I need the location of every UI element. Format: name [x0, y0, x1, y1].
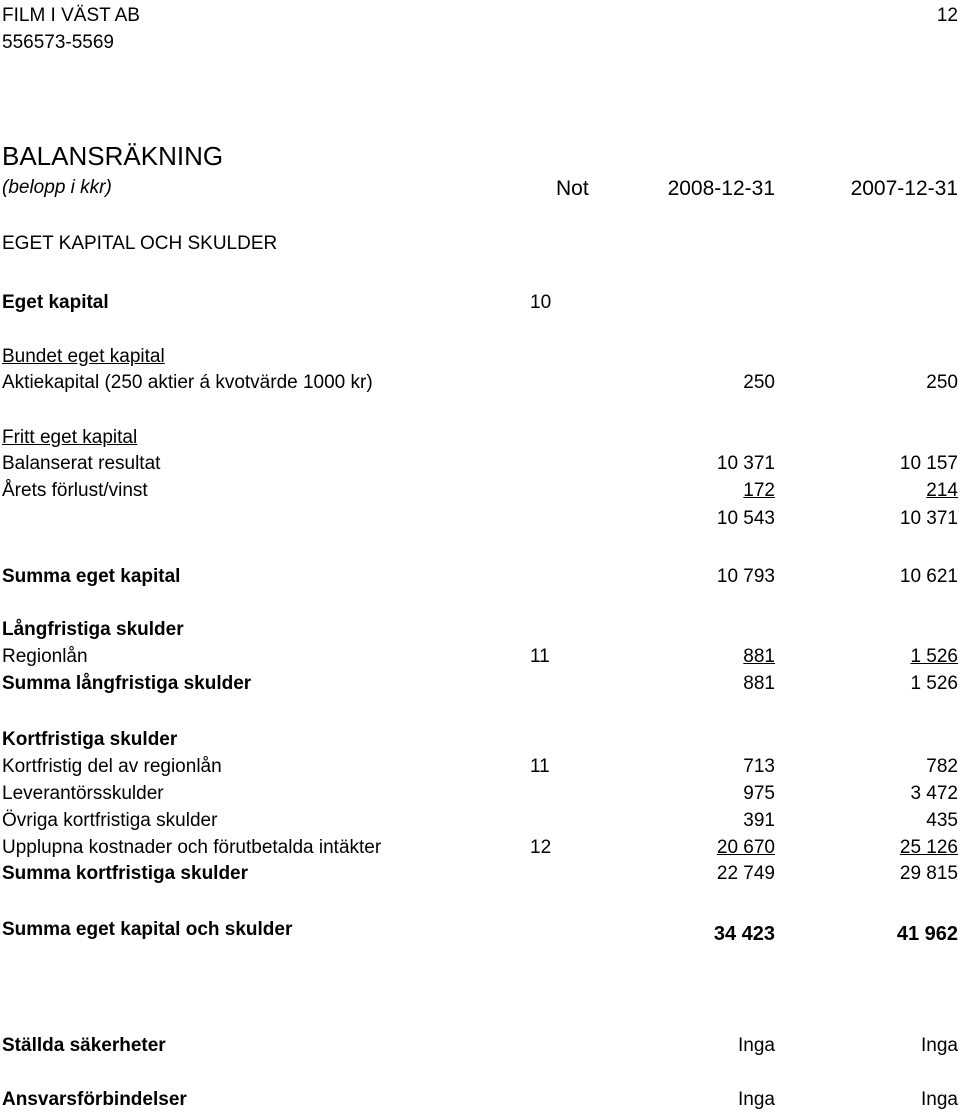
column-header-note: Not [556, 177, 589, 200]
unrestricted-subtotal-previous: 10 371 [899, 508, 958, 529]
column-header-previous: 2007-12-31 [850, 177, 958, 200]
short-term-row-previous: 3 472 [910, 783, 958, 804]
unrestricted-equity-heading: Fritt eget kapital [2, 427, 138, 448]
pledged-assets-label: Ställda säkerheter [2, 1035, 166, 1056]
long-term-total-current: 881 [743, 673, 775, 694]
equity-heading: Eget kapital [2, 292, 109, 313]
short-term-row-current: 20 670 [716, 837, 775, 858]
unrestricted-subtotal-current: 10 543 [716, 508, 775, 529]
regional-loan-previous: 1 526 [910, 646, 958, 667]
page-number: 12 [936, 5, 958, 26]
short-term-row-current: 975 [743, 783, 775, 804]
pledged-assets-current: Inga [738, 1035, 775, 1056]
retained-earnings-label: Balanserat resultat [2, 453, 161, 474]
year-result-current: 172 [743, 480, 775, 501]
retained-earnings-current: 10 371 [716, 453, 775, 474]
short-term-row-label: Övriga kortfristiga skulder [2, 810, 218, 831]
org-number: 556573-5569 [2, 32, 114, 53]
equity-total-previous: 10 621 [899, 566, 958, 587]
grand-total-label: Summa eget kapital och skulder [2, 919, 293, 940]
short-term-row-current: 391 [743, 810, 775, 831]
share-capital-label: Aktiekapital (250 aktier á kvotvärde 1000 kr) [2, 372, 373, 393]
short-term-row-previous: 435 [926, 810, 958, 831]
equity-total-label: Summa eget kapital [2, 566, 181, 587]
section-title: EGET KAPITAL OCH SKULDER [2, 233, 278, 254]
retained-earnings-previous: 10 157 [899, 453, 958, 474]
short-term-row-label: Leverantörsskulder [2, 783, 164, 804]
equity-total-current: 10 793 [716, 566, 775, 587]
short-term-total-current: 22 749 [716, 863, 775, 884]
contingent-liabilities-previous: Inga [921, 1089, 958, 1110]
long-term-total-previous: 1 526 [910, 673, 958, 694]
company-name: FILM I VÄST AB [2, 5, 140, 26]
short-term-row-previous: 25 126 [899, 837, 958, 858]
short-term-heading: Kortfristiga skulder [2, 729, 178, 750]
short-term-row-note: 11 [530, 756, 550, 777]
grand-total-previous: 41 962 [896, 923, 958, 945]
year-result-previous: 214 [926, 480, 958, 501]
regional-loan-current: 881 [743, 646, 775, 667]
short-term-row-previous: 782 [926, 756, 958, 777]
short-term-total-label: Summa kortfristiga skulder [2, 863, 249, 884]
grand-total-current: 34 423 [713, 923, 775, 945]
contingent-liabilities-label: Ansvarsförbindelser [2, 1089, 187, 1110]
share-capital-previous: 250 [926, 372, 958, 393]
short-term-row-label: Upplupna kostnader och förutbetalda intäkter [2, 837, 382, 858]
year-result-label: Årets förlust/vinst [2, 480, 148, 501]
regional-loan-note: 11 [530, 646, 550, 667]
share-capital-current: 250 [743, 372, 775, 393]
long-term-total-label: Summa långfristiga skulder [2, 673, 252, 694]
long-term-heading: Långfristiga skulder [2, 619, 184, 640]
pledged-assets-previous: Inga [921, 1035, 958, 1056]
short-term-row-label: Kortfristig del av regionlån [2, 756, 222, 777]
page-title: BALANSRÄKNING [2, 141, 224, 171]
short-term-row-current: 713 [743, 756, 775, 777]
short-term-total-previous: 29 815 [899, 863, 958, 884]
column-header-current: 2008-12-31 [667, 177, 775, 200]
unit-note: (belopp i kkr) [2, 177, 112, 198]
restricted-equity-heading: Bundet eget kapital [2, 346, 165, 367]
regional-loan-label: Regionlån [2, 646, 88, 667]
contingent-liabilities-current: Inga [738, 1089, 775, 1110]
equity-note: 10 [530, 292, 552, 313]
short-term-row-note: 12 [530, 837, 552, 858]
